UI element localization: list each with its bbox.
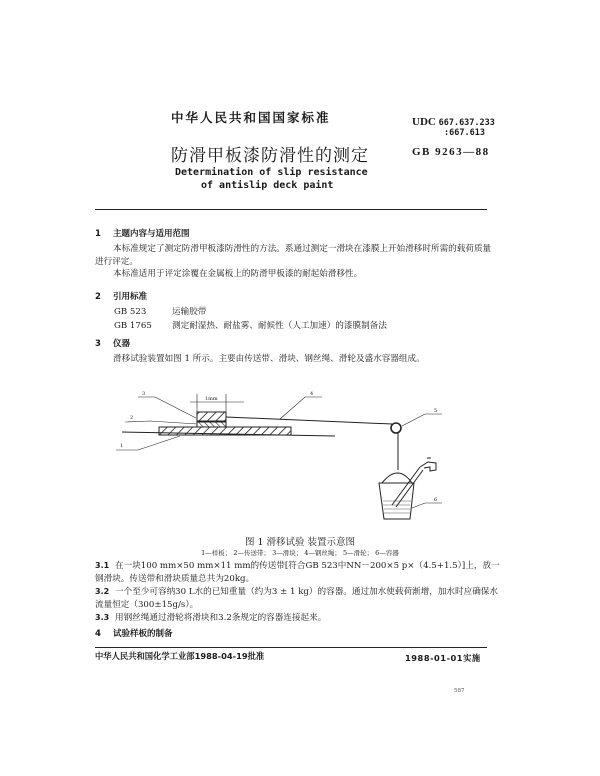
figure-label-3: 3: [142, 391, 146, 397]
section-3-heading: 3 仪器: [95, 339, 131, 349]
section-4-heading: 4 试验样板的制备: [95, 629, 173, 639]
figure-legend: 1—样板； 2—传送带； 3—滑块； 4—钢丝绳； 5—滑轮； 6—容器: [201, 549, 399, 557]
reference-item: GB 523 运输胶带: [114, 307, 207, 317]
faucet-icon: [420, 462, 436, 471]
country-standard-heading: 中华人民共和国国家标准: [171, 110, 331, 125]
section-2-heading: 2 引用标准: [95, 292, 148, 302]
figure-caption: 图 1 滑移试验 装置示意图: [244, 537, 356, 548]
header-divider: [95, 209, 487, 210]
dimension-label: 1mm: [205, 396, 218, 402]
document-title-zh: 防滑甲板漆防滑性的测定: [171, 146, 369, 166]
title-en-line2: of antislip deck paint: [201, 180, 334, 191]
udc-code-1: 667.637.233: [438, 118, 495, 128]
reference-item: GB 1765 测定耐湿热、耐盐雾、耐候性（人工加速）的漆膜制备法: [114, 321, 387, 331]
steel-wire-rope: [226, 417, 392, 424]
slip-test-apparatus-diagram: [100, 375, 460, 535]
section-3-para: 滑移试验装置如图 1 所示。主要由传送带、滑块、钢丝绳、滑轮及盛水容器组成。: [113, 354, 425, 364]
effective-date: 1988-01-01实施: [405, 653, 481, 663]
footer-divider: [95, 647, 487, 648]
clause-3-1: 3.1 在一块100 mm×50 mm×11 mm的传送带[符合GB 523中NN－200×5 p×（4.5+1.5）]上，放一钢滑块。传送带和滑块质量总共为20kg。: [95, 561, 500, 584]
pulley: [391, 423, 401, 433]
document-title-en: [175, 166, 368, 192]
udc-label: UDC: [412, 116, 436, 128]
sample-plate: [159, 427, 291, 435]
figure-label-5: 5: [434, 408, 438, 414]
figure-label-1: 1: [120, 443, 124, 449]
standard-number: GB 9263—88: [412, 146, 490, 158]
section-1-para-2: 本标准适用于评定涂覆在金属板上的防滑甲板漆的耐起始滑移性。: [113, 269, 363, 279]
udc-code: [412, 117, 495, 138]
clause-3-3: 3.3 用钢丝绳通过滑轮将滑块和3.2条规定的容器连接起来。: [95, 613, 327, 623]
conveyor-belt: [197, 421, 226, 427]
figure-label-2: 2: [130, 415, 134, 421]
udc-code-2: :667.613: [444, 128, 485, 138]
title-en-line1: Determination of slip resistance: [175, 167, 368, 178]
page-number: 587: [454, 688, 465, 694]
figure-label-6: 6: [434, 497, 438, 503]
section-1-heading: 1 主题内容与适用范围: [95, 229, 190, 239]
figure-label-4: 4: [310, 391, 314, 397]
clause-3-2: 3.2 一个至少可容纳30 L水的已知重量（约为3 ± 1 kg）的容器。通过加水使载荷渐增，加水时应确保水流量恒定（300±15g/s）。: [95, 587, 498, 610]
section-1-para-1: 本标准规定了测定防滑甲板漆防滑性的方法。系通过测定一滑块在漆膜上开始滑移时所需的载荷质量进行评定。: [95, 244, 492, 267]
approval-statement: 中华人民共和国化学工业部1988-04-19批准: [95, 651, 265, 661]
